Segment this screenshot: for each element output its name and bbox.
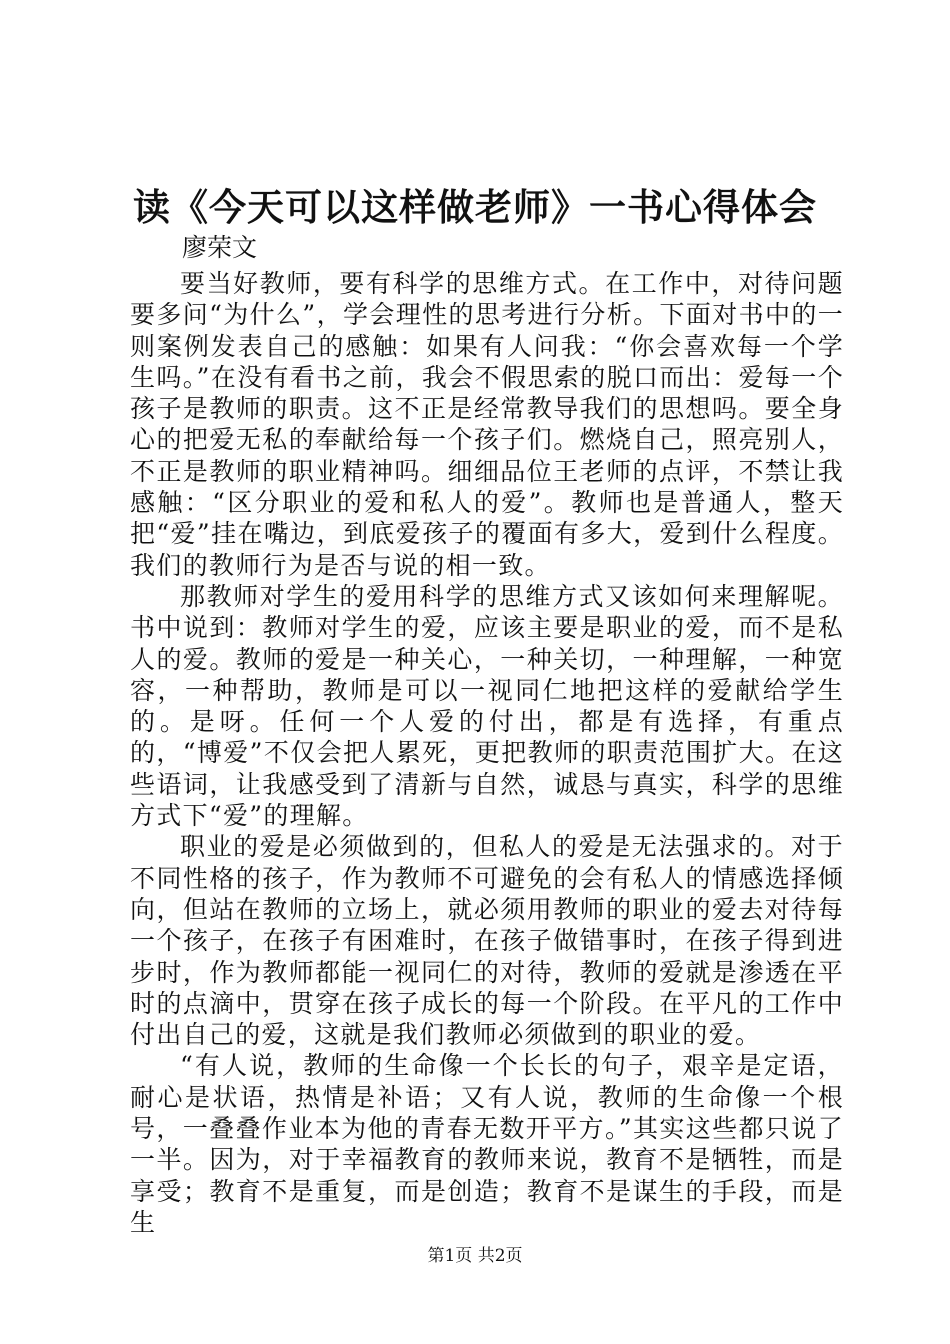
- paragraph: 那教师对学生的爱用科学的思维方式又该如何来理解呢。书中说到：教师对学生的爱，应该主要是职业的爱，而不是私人的爱。教师的爱是一种关心，一种关切，一种理解，一种宽容，一种帮助，教师是可以一视同仁地把这样的爱献给学生的。是呀。任何一个人爱的付出，都是有选择，有重点的，“博爱”不仅会把人累死，更把教师的职责范围扩大。在这些语词，让我感受到了清新与自然，诚恳与真实，科学的思维方式下“爱”的理解。: [130, 581, 844, 831]
- page-number-footer: 第1页 共2页: [427, 1246, 523, 1266]
- document-title: 读《今天可以这样做老师》一书心得体会: [133, 185, 817, 229]
- author-name: 廖荣文: [182, 233, 258, 262]
- paragraph: 职业的爱是必须做到的，但私人的爱是无法强求的。对于不同性格的孩子，作为教师不可避免的会有私人的情感选择倾向，但站在教师的立场上，就必须用教师的职业的爱去对待每一个孩子，在孩子有困难时，在孩子做错事时，在孩子得到进步时，作为教师都能一视同仁的对待，教师的爱就是渗透在平时的点滴中，贯穿在孩子成长的每一个阶段。在平凡的工作中付出自己的爱，这就是我们教师必须做到的职业的爱。: [130, 832, 844, 1050]
- paragraph: “有人说，教师的生命像一个长长的句子，艰辛是定语，耐心是状语，热情是补语；又有人说，教师的生命像一个根号，一叠叠作业本为他的青春无数开平方。”其实这些都只说了一半。因为，对于幸福教育的教师来说，教育不是牺牲，而是享受；教育不是重复，而是创造；教育不是谋生的手段，而是生: [130, 1051, 844, 1237]
- document-body: [130, 268, 844, 1238]
- paragraph: 要当好教师，要有科学的思维方式。在工作中，对待问题要多问“为什么”，学会理性的思考进行分析。下面对书中的一则案例发表自己的感触：如果有人问我：“你会喜欢每一个学生吗。”在没有看书之前，我会不假思索的脱口而出：爱每一个孩子是教师的职责。这不正是经常教导我们的思想吗。要全身心的把爱无私的奉献给每一个孩子们。燃烧自己，照亮别人，不正是教师的职业精神吗。细细品位王老师的点评，不禁让我感触：“区分职业的爱和私人的爱”。教师也是普通人，整天把“爱”挂在嘴边，到底爱孩子的覆面有多大，爱到什么程度。我们的教师行为是否与说的相一致。: [130, 269, 844, 580]
